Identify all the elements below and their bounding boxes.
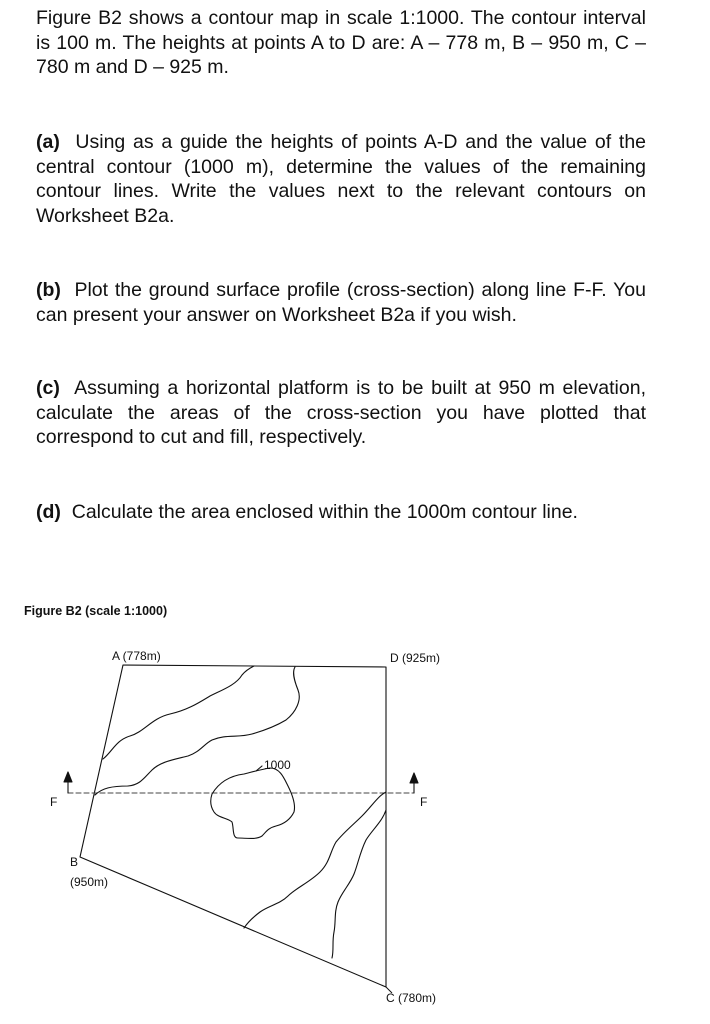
point-a-label: A (778m) [112,649,161,663]
contour-line-4 [332,810,386,958]
section-arrowhead-right [410,773,418,783]
contour-line-2 [95,667,299,795]
point-b-label: B [70,855,79,869]
contour-line-1000 [211,768,295,839]
question-part-b [36,278,646,327]
contour-map-figure [0,630,710,1024]
point-b-height-label: (950m) [70,875,109,889]
question-part-a [36,130,646,228]
part-d-label: (d) [36,501,61,523]
contour-line-3 [244,792,386,928]
section-left-label: F [50,795,58,809]
part-c-text: Assuming a horizontal platform is to be built at 950 m elevation, calculate the areas of the cross-section you have plotted that correspond to cut and fill, respectively. [36,377,647,448]
section-right-label: F [420,795,428,809]
part-c-label: (c) [36,377,60,399]
part-b-text: Plot the ground surface profile (cross-section) along line F-F. You can present your answer on Worksheet B2a if you wish. [36,279,646,326]
question-part-c [36,376,646,450]
point-d-label: D (925m) [390,651,441,665]
question-part-d [36,500,646,525]
contour-1000-label: 1000 [264,758,291,772]
part-a-label: (a) [36,131,60,153]
intro-paragraph: Figure B2 shows a contour map in scale 1:1000. The contour interval is 100 m. The heights at points A to D are: A – 778 m, B – 950 m, C – 780 m and D – 925 m. [36,7,646,78]
part-b-label: (b) [36,279,61,301]
part-a-text: Using as a guide the heights of points A-D and the value of the central contour (1000 m), determine the values of the remaining contour lines. Write the values next to the relevant contours on Worksheet B2a. [36,131,647,227]
figure-caption: Figure B2 (scale 1:1000) [24,604,168,618]
part-d-text: Calculate the area enclosed within the 1000m contour line. [71,501,578,523]
point-c-label: C (780m) [386,991,437,1005]
section-arrowhead-left [64,772,72,782]
contour-line-1 [103,666,254,759]
